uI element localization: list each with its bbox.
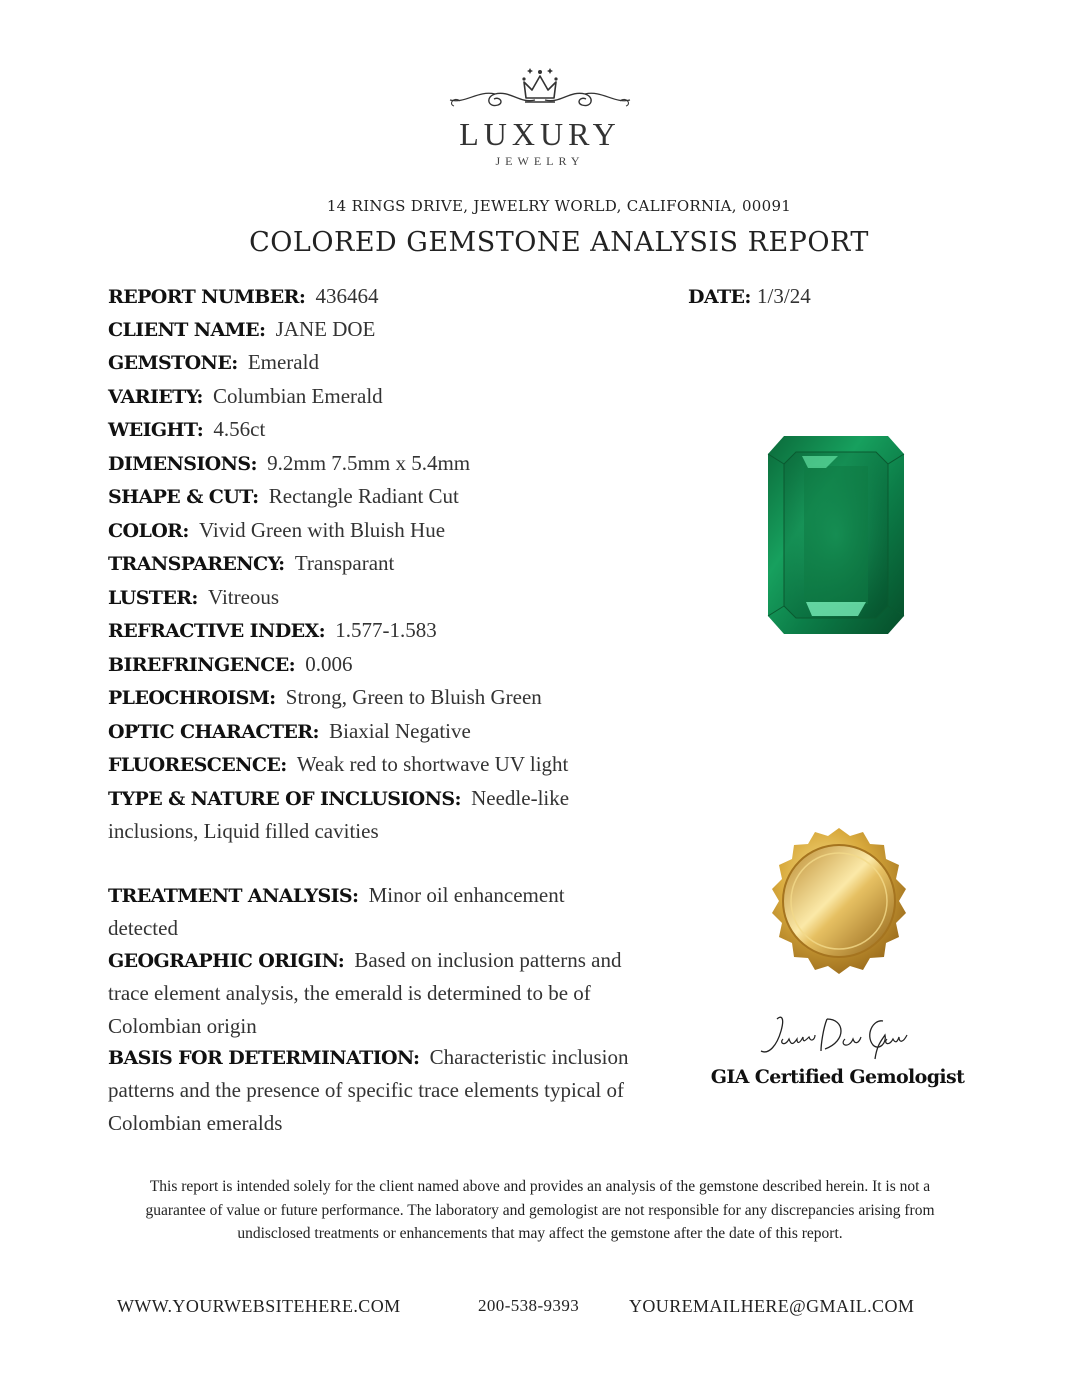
signature (755, 1005, 925, 1065)
field-birefringence (108, 648, 648, 681)
field-value: Columbian Emerald (212, 384, 383, 408)
field-value: Weak red to shortwave UV light (296, 752, 569, 776)
field-pleochroism (108, 681, 648, 714)
field-shape-cut (108, 480, 648, 513)
field-label: CLIENT NAME: (108, 319, 266, 341)
field-label: PLEOCHROISM: (108, 687, 276, 709)
gemologist-title: GIA Certified Gemologist (710, 1066, 965, 1088)
field-label: VARIETY: (108, 386, 203, 408)
report-number-row (108, 280, 648, 313)
field-label: FLUORESCENCE: (108, 754, 287, 776)
date-label: DATE: (688, 286, 751, 308)
brand-tagline: JEWELRY (495, 154, 585, 168)
date-value: 1/3/24 (757, 284, 811, 308)
footer-phone[interactable]: 200-538-9393 (478, 1296, 580, 1315)
field-value: Vivid Green with Bluish Hue (199, 518, 446, 542)
field-basis (108, 1041, 653, 1140)
field-gemstone (108, 346, 648, 379)
field-label: WEIGHT: (108, 419, 204, 441)
field-label: TREATMENT ANALYSIS: (108, 885, 359, 907)
field-optic-character (108, 715, 648, 748)
field-value: Rectangle Radiant Cut (268, 484, 459, 508)
disclaimer: This report is intended solely for the client named above and provides an analysis of the gemstone described herein. It is not a guarantee of value or future performance. The laboratory and gemologist are not responsible for any discrepancies arising from undisclosed treatments or enhancements that may affect the gemstone after the date of this report. (145, 1178, 935, 1242)
field-weight (108, 413, 648, 446)
field-client-name (108, 313, 648, 346)
field-value: Vitreous (208, 585, 280, 609)
field-label: BIREFRINGENCE: (108, 654, 296, 676)
brand-logo (440, 60, 640, 170)
date-row (688, 280, 811, 313)
field-value: Transparant (294, 551, 395, 575)
field-label: REFRACTIVE INDEX: (108, 620, 326, 642)
field-label: REPORT NUMBER: (108, 286, 306, 308)
field-value: Strong, Green to Bluish Green (285, 685, 542, 709)
field-value: 9.2mm 7.5mm x 5.4mm (267, 451, 471, 475)
field-label: TYPE & NATURE OF INCLUSIONS: (108, 788, 461, 810)
field-value: Minor oil enhancement detected (108, 883, 565, 940)
field-fluorescence (108, 748, 648, 781)
field-label: GEMSTONE: (108, 352, 238, 374)
field-luster (108, 581, 648, 614)
footer-website[interactable]: WWW.YOURWEBSITEHERE.COM (117, 1296, 401, 1316)
field-inclusions (108, 782, 628, 848)
field-refractive-index (108, 614, 648, 647)
field-value: Emerald (247, 350, 319, 374)
brand-name: LUXURY (459, 116, 621, 152)
field-label: DIMENSIONS: (108, 453, 257, 475)
field-label: TRANSPARENCY: (108, 553, 285, 575)
field-label: OPTIC CHARACTER: (108, 721, 319, 743)
field-color (108, 514, 648, 547)
field-value: 4.56ct (213, 417, 266, 441)
footer-email[interactable]: YOUREMAILHERE@GMAIL.COM (629, 1296, 915, 1316)
emerald-image (766, 434, 906, 636)
field-value: JANE DOE (275, 317, 376, 341)
gold-seal-icon (764, 826, 914, 976)
field-variety (108, 380, 648, 413)
field-label: LUSTER: (108, 587, 198, 609)
field-value: Needle-like inclusions, Liquid filled cavities (108, 786, 570, 843)
field-value: 0.006 (305, 652, 353, 676)
field-value: Characteristic inclusion patterns and the presence of specific trace elements typical of Colombian emeralds (108, 1045, 629, 1135)
field-dimensions (108, 447, 648, 480)
report-title: COLORED GEMSTONE ANALYSIS REPORT (249, 227, 869, 258)
field-value: 1.577-1.583 (335, 618, 437, 642)
field-label: BASIS FOR DETERMINATION: (108, 1047, 420, 1069)
field-value: 436464 (315, 284, 379, 308)
field-value: Biaxial Negative (329, 719, 471, 743)
field-label: SHAPE & CUT: (108, 486, 259, 508)
field-transparency (108, 547, 648, 580)
address: 14 RINGS DRIVE, JEWELRY WORLD, CALIFORNIA, 00091 (326, 197, 792, 215)
field-treatment (108, 879, 628, 945)
field-label: GEOGRAPHIC ORIGIN: (108, 950, 345, 972)
field-label: COLOR: (108, 520, 189, 542)
field-origin (108, 944, 653, 1043)
field-value: Based on inclusion patterns and trace element analysis, the emerald is determined to be of Colombian origin (108, 948, 622, 1038)
